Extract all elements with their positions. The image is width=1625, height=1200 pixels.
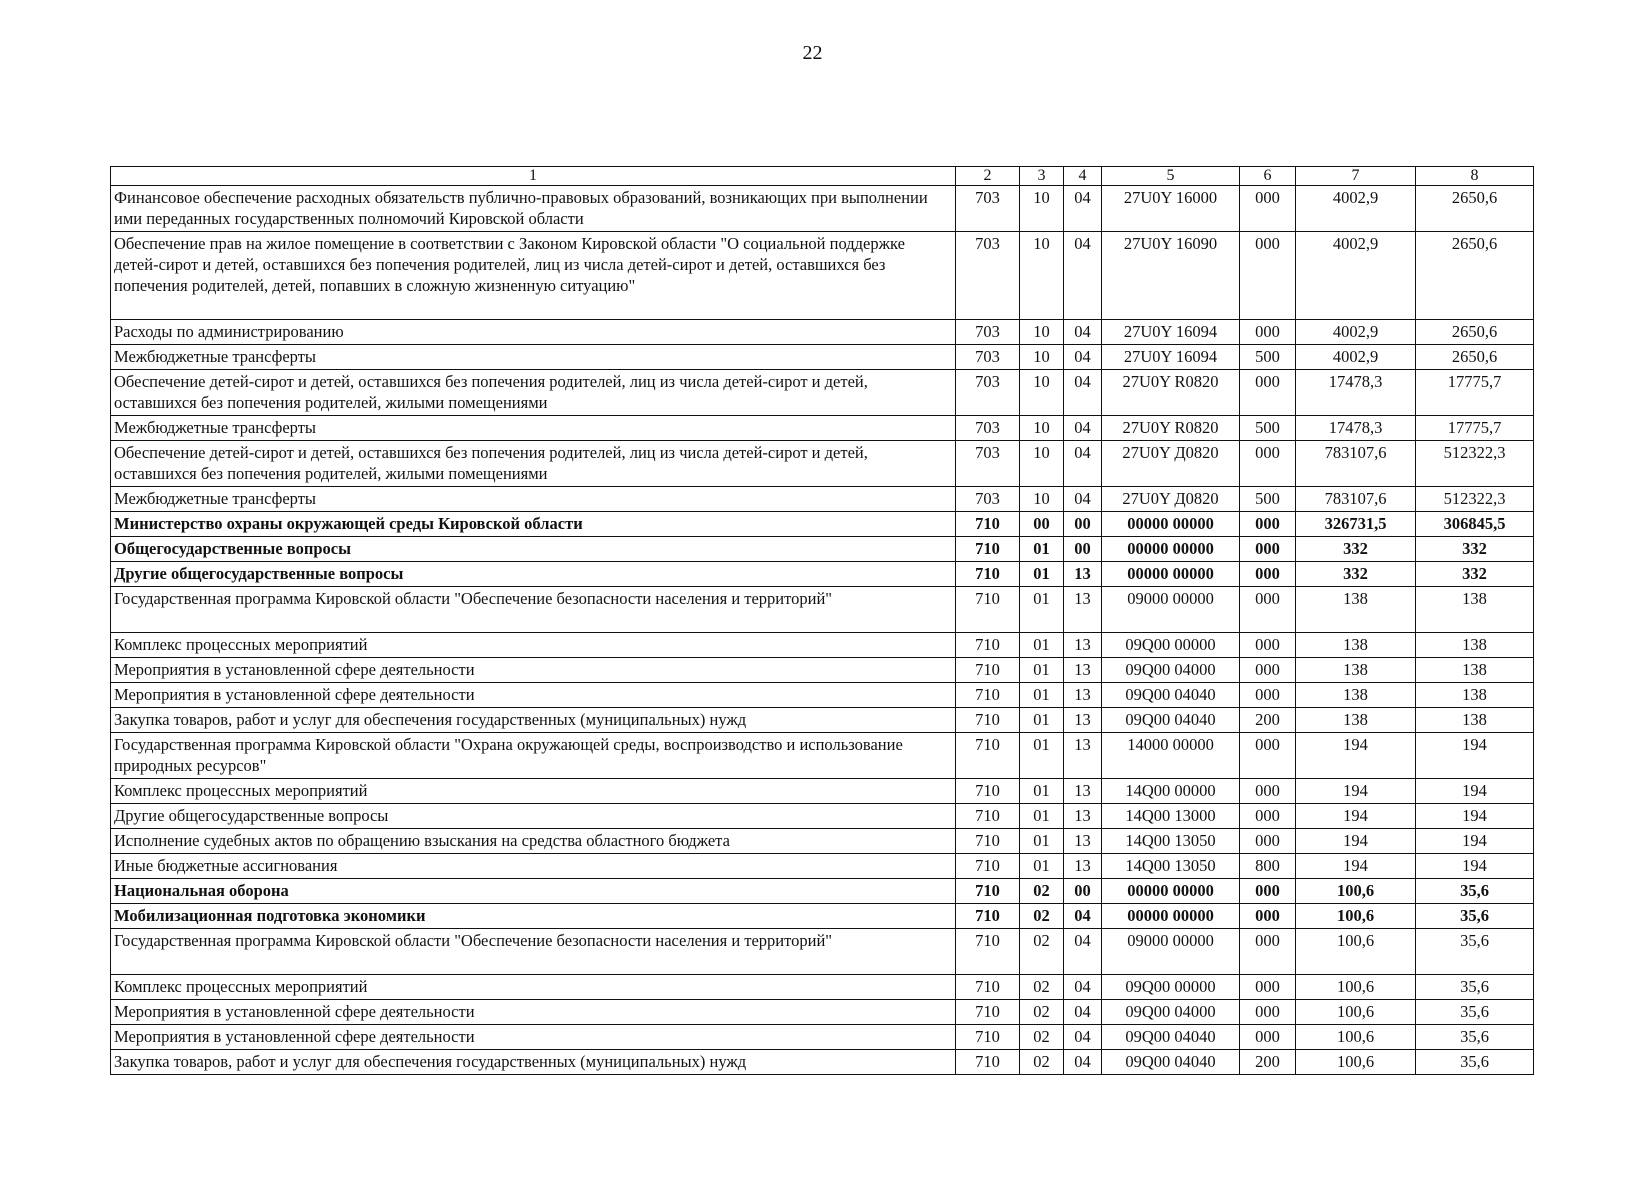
cell-amount-year1: 332 — [1296, 537, 1416, 562]
cell-name: Закупка товаров, работ и услуг для обеспечения государственных (муниципальных) нужд — [111, 708, 956, 733]
table-row — [111, 320, 1534, 345]
cell-target-article: 27U0Y 16090 — [1102, 232, 1240, 320]
cell-target-article: 09Q00 04000 — [1102, 1000, 1240, 1025]
cell-name: Межбюджетные трансферты — [111, 416, 956, 441]
cell-name: Общегосударственные вопросы — [111, 537, 956, 562]
cell-section: 10 — [1020, 416, 1064, 441]
table-row — [111, 487, 1534, 512]
cell-amount-year1: 17478,3 — [1296, 416, 1416, 441]
cell-admin-code: 710 — [956, 683, 1020, 708]
cell-section: 02 — [1020, 1025, 1064, 1050]
cell-name: Финансовое обеспечение расходных обязательств публично-правовых образований, возникающих при выполнении ими переданных государственных полномочий Кировской области — [111, 186, 956, 232]
table-row — [111, 587, 1534, 633]
cell-amount-year1: 138 — [1296, 658, 1416, 683]
cell-amount-year1: 138 — [1296, 708, 1416, 733]
table-row — [111, 441, 1534, 487]
cell-admin-code: 703 — [956, 416, 1020, 441]
cell-subsection: 04 — [1064, 1025, 1102, 1050]
cell-subsection: 04 — [1064, 904, 1102, 929]
cell-target-article: 09Q00 00000 — [1102, 975, 1240, 1000]
cell-amount-year1: 100,6 — [1296, 929, 1416, 975]
cell-subsection: 13 — [1064, 587, 1102, 633]
cell-name: Государственная программа Кировской области "Охрана окружающей среды, воспроизводство и использование природных ресурсов" — [111, 733, 956, 779]
cell-expense-type: 000 — [1240, 441, 1296, 487]
cell-section: 01 — [1020, 537, 1064, 562]
cell-amount-year1: 100,6 — [1296, 1000, 1416, 1025]
cell-amount-year2: 35,6 — [1416, 1050, 1534, 1075]
column-header: 3 — [1020, 167, 1064, 186]
cell-amount-year1: 4002,9 — [1296, 232, 1416, 320]
cell-target-article: 09000 00000 — [1102, 929, 1240, 975]
cell-target-article: 00000 00000 — [1102, 562, 1240, 587]
cell-subsection: 04 — [1064, 320, 1102, 345]
cell-name: Другие общегосударственные вопросы — [111, 562, 956, 587]
cell-subsection: 04 — [1064, 345, 1102, 370]
cell-amount-year1: 17478,3 — [1296, 370, 1416, 416]
cell-name: Закупка товаров, работ и услуг для обеспечения государственных (муниципальных) нужд — [111, 1050, 956, 1075]
cell-amount-year2: 2650,6 — [1416, 232, 1534, 320]
table-row — [111, 804, 1534, 829]
cell-subsection: 04 — [1064, 487, 1102, 512]
cell-admin-code: 710 — [956, 929, 1020, 975]
cell-amount-year2: 138 — [1416, 633, 1534, 658]
cell-amount-year2: 35,6 — [1416, 1025, 1534, 1050]
cell-admin-code: 710 — [956, 562, 1020, 587]
cell-expense-type: 800 — [1240, 854, 1296, 879]
cell-expense-type: 000 — [1240, 186, 1296, 232]
cell-subsection: 04 — [1064, 186, 1102, 232]
cell-name: Расходы по администрированию — [111, 320, 956, 345]
cell-amount-year2: 512322,3 — [1416, 441, 1534, 487]
cell-amount-year1: 194 — [1296, 733, 1416, 779]
cell-admin-code: 710 — [956, 708, 1020, 733]
table-row — [111, 683, 1534, 708]
cell-name: Другие общегосударственные вопросы — [111, 804, 956, 829]
cell-name: Комплекс процессных мероприятий — [111, 779, 956, 804]
cell-name: Обеспечение детей-сирот и детей, оставшихся без попечения родителей, лиц из числа детей-сирот и детей, оставшихся без попечения родителей, жилыми помещениями — [111, 441, 956, 487]
cell-name: Исполнение судебных актов по обращению взыскания на средства областного бюджета — [111, 829, 956, 854]
cell-name: Обеспечение прав на жилое помещение в соответствии с Законом Кировской области "О социальной поддержке детей-сирот и детей, оставшихся без попечения родителей, лиц из числа детей-сирот и детей, оставшихся без попечения родителей, детей, попавших в сложную жизненную ситуацию" — [111, 232, 956, 320]
cell-admin-code: 710 — [956, 658, 1020, 683]
column-header: 4 — [1064, 167, 1102, 186]
cell-amount-year1: 326731,5 — [1296, 512, 1416, 537]
cell-subsection: 00 — [1064, 537, 1102, 562]
cell-amount-year2: 194 — [1416, 779, 1534, 804]
cell-name: Национальная оборона — [111, 879, 956, 904]
cell-expense-type: 000 — [1240, 929, 1296, 975]
cell-admin-code: 703 — [956, 487, 1020, 512]
cell-amount-year2: 2650,6 — [1416, 320, 1534, 345]
cell-admin-code: 710 — [956, 1050, 1020, 1075]
cell-expense-type: 200 — [1240, 708, 1296, 733]
cell-section: 10 — [1020, 232, 1064, 320]
cell-subsection: 13 — [1064, 829, 1102, 854]
cell-target-article: 09000 00000 — [1102, 587, 1240, 633]
cell-amount-year2: 35,6 — [1416, 929, 1534, 975]
cell-admin-code: 710 — [956, 587, 1020, 633]
cell-admin-code: 703 — [956, 320, 1020, 345]
table-row — [111, 186, 1534, 232]
cell-amount-year2: 2650,6 — [1416, 345, 1534, 370]
header-row — [111, 167, 1534, 186]
cell-target-article: 09Q00 04000 — [1102, 658, 1240, 683]
cell-name: Мобилизационная подготовка экономики — [111, 904, 956, 929]
cell-expense-type: 000 — [1240, 370, 1296, 416]
column-header: 7 — [1296, 167, 1416, 186]
cell-expense-type: 000 — [1240, 829, 1296, 854]
cell-expense-type: 000 — [1240, 512, 1296, 537]
cell-amount-year2: 35,6 — [1416, 975, 1534, 1000]
table-row — [111, 779, 1534, 804]
cell-amount-year2: 138 — [1416, 587, 1534, 633]
cell-subsection: 04 — [1064, 1000, 1102, 1025]
cell-admin-code: 710 — [956, 1000, 1020, 1025]
cell-target-article: 14Q00 13050 — [1102, 854, 1240, 879]
cell-amount-year2: 194 — [1416, 829, 1534, 854]
cell-expense-type: 000 — [1240, 733, 1296, 779]
cell-admin-code: 710 — [956, 879, 1020, 904]
cell-amount-year1: 138 — [1296, 683, 1416, 708]
cell-subsection: 13 — [1064, 708, 1102, 733]
cell-name: Мероприятия в установленной сфере деятельности — [111, 683, 956, 708]
cell-expense-type: 000 — [1240, 537, 1296, 562]
cell-subsection: 13 — [1064, 733, 1102, 779]
cell-name: Министерство охраны окружающей среды Кировской области — [111, 512, 956, 537]
cell-expense-type: 000 — [1240, 587, 1296, 633]
cell-section: 01 — [1020, 829, 1064, 854]
cell-amount-year2: 17775,7 — [1416, 416, 1534, 441]
table-row — [111, 370, 1534, 416]
cell-subsection: 00 — [1064, 879, 1102, 904]
cell-name: Государственная программа Кировской области "Обеспечение безопасности населения и территорий" — [111, 587, 956, 633]
cell-section: 01 — [1020, 658, 1064, 683]
cell-name: Комплекс процессных мероприятий — [111, 975, 956, 1000]
cell-subsection: 04 — [1064, 1050, 1102, 1075]
cell-amount-year2: 512322,3 — [1416, 487, 1534, 512]
cell-subsection: 13 — [1064, 658, 1102, 683]
cell-subsection: 04 — [1064, 370, 1102, 416]
cell-section: 10 — [1020, 345, 1064, 370]
cell-name: Мероприятия в установленной сфере деятельности — [111, 658, 956, 683]
table-row — [111, 733, 1534, 779]
cell-amount-year1: 138 — [1296, 633, 1416, 658]
cell-expense-type: 000 — [1240, 975, 1296, 1000]
cell-admin-code: 703 — [956, 441, 1020, 487]
cell-section: 01 — [1020, 854, 1064, 879]
table-body — [111, 186, 1534, 1075]
cell-section: 10 — [1020, 487, 1064, 512]
cell-amount-year1: 100,6 — [1296, 1050, 1416, 1075]
cell-admin-code: 710 — [956, 975, 1020, 1000]
cell-section: 10 — [1020, 370, 1064, 416]
table-row — [111, 537, 1534, 562]
table-row — [111, 633, 1534, 658]
cell-amount-year2: 17775,7 — [1416, 370, 1534, 416]
cell-expense-type: 000 — [1240, 633, 1296, 658]
cell-section: 02 — [1020, 1050, 1064, 1075]
cell-amount-year1: 4002,9 — [1296, 320, 1416, 345]
cell-admin-code: 710 — [956, 733, 1020, 779]
cell-name: Комплекс процессных мероприятий — [111, 633, 956, 658]
cell-subsection: 13 — [1064, 633, 1102, 658]
cell-name: Государственная программа Кировской области "Обеспечение безопасности населения и территорий" — [111, 929, 956, 975]
cell-amount-year2: 35,6 — [1416, 879, 1534, 904]
cell-section: 02 — [1020, 929, 1064, 975]
cell-amount-year1: 194 — [1296, 804, 1416, 829]
cell-subsection: 04 — [1064, 416, 1102, 441]
cell-section: 01 — [1020, 733, 1064, 779]
cell-admin-code: 710 — [956, 633, 1020, 658]
cell-expense-type: 000 — [1240, 562, 1296, 587]
cell-expense-type: 000 — [1240, 804, 1296, 829]
cell-expense-type: 500 — [1240, 416, 1296, 441]
table-row — [111, 879, 1534, 904]
cell-amount-year1: 194 — [1296, 854, 1416, 879]
cell-amount-year2: 138 — [1416, 683, 1534, 708]
cell-expense-type: 000 — [1240, 683, 1296, 708]
cell-admin-code: 703 — [956, 232, 1020, 320]
cell-expense-type: 000 — [1240, 1000, 1296, 1025]
cell-amount-year1: 100,6 — [1296, 904, 1416, 929]
cell-expense-type: 000 — [1240, 879, 1296, 904]
cell-subsection: 04 — [1064, 975, 1102, 1000]
cell-name: Мероприятия в установленной сфере деятельности — [111, 1000, 956, 1025]
cell-expense-type: 000 — [1240, 904, 1296, 929]
cell-amount-year2: 35,6 — [1416, 1000, 1534, 1025]
table-row — [111, 904, 1534, 929]
cell-name: Мероприятия в установленной сфере деятельности — [111, 1025, 956, 1050]
cell-amount-year2: 194 — [1416, 854, 1534, 879]
cell-section: 02 — [1020, 879, 1064, 904]
table-row — [111, 829, 1534, 854]
cell-expense-type: 000 — [1240, 320, 1296, 345]
cell-target-article: 00000 00000 — [1102, 879, 1240, 904]
cell-expense-type: 500 — [1240, 345, 1296, 370]
column-header: 6 — [1240, 167, 1296, 186]
cell-subsection: 13 — [1064, 804, 1102, 829]
cell-target-article: 00000 00000 — [1102, 512, 1240, 537]
cell-admin-code: 703 — [956, 370, 1020, 416]
cell-amount-year2: 306845,5 — [1416, 512, 1534, 537]
cell-name: Обеспечение детей-сирот и детей, оставшихся без попечения родителей, лиц из числа детей-сирот и детей, оставшихся без попечения родителей, жилыми помещениями — [111, 370, 956, 416]
cell-target-article: 00000 00000 — [1102, 904, 1240, 929]
cell-amount-year1: 100,6 — [1296, 879, 1416, 904]
cell-subsection: 13 — [1064, 854, 1102, 879]
cell-target-article: 09Q00 04040 — [1102, 683, 1240, 708]
cell-expense-type: 000 — [1240, 1025, 1296, 1050]
cell-section: 02 — [1020, 904, 1064, 929]
cell-amount-year2: 332 — [1416, 562, 1534, 587]
cell-amount-year2: 138 — [1416, 708, 1534, 733]
cell-amount-year2: 332 — [1416, 537, 1534, 562]
cell-amount-year1: 783107,6 — [1296, 441, 1416, 487]
column-header: 2 — [956, 167, 1020, 186]
cell-section: 01 — [1020, 708, 1064, 733]
cell-target-article: 14Q00 13000 — [1102, 804, 1240, 829]
table-row — [111, 1025, 1534, 1050]
cell-admin-code: 710 — [956, 829, 1020, 854]
cell-amount-year1: 100,6 — [1296, 1025, 1416, 1050]
cell-amount-year1: 332 — [1296, 562, 1416, 587]
table-row — [111, 708, 1534, 733]
cell-amount-year1: 194 — [1296, 779, 1416, 804]
cell-admin-code: 710 — [956, 804, 1020, 829]
cell-amount-year1: 4002,9 — [1296, 345, 1416, 370]
table-row — [111, 416, 1534, 441]
cell-target-article: 27U0Y 16094 — [1102, 320, 1240, 345]
cell-amount-year2: 194 — [1416, 733, 1534, 779]
cell-admin-code: 710 — [956, 537, 1020, 562]
cell-amount-year2: 194 — [1416, 804, 1534, 829]
cell-section: 10 — [1020, 320, 1064, 345]
table-row — [111, 232, 1534, 320]
table-row — [111, 658, 1534, 683]
cell-section: 01 — [1020, 562, 1064, 587]
table-row — [111, 975, 1534, 1000]
cell-amount-year2: 138 — [1416, 658, 1534, 683]
cell-subsection: 00 — [1064, 512, 1102, 537]
cell-name: Межбюджетные трансферты — [111, 487, 956, 512]
cell-section: 01 — [1020, 779, 1064, 804]
cell-target-article: 09Q00 04040 — [1102, 1025, 1240, 1050]
table-row — [111, 1000, 1534, 1025]
cell-target-article: 14Q00 00000 — [1102, 779, 1240, 804]
cell-section: 01 — [1020, 633, 1064, 658]
cell-target-article: 27U0Y Д0820 — [1102, 441, 1240, 487]
cell-subsection: 04 — [1064, 232, 1102, 320]
cell-target-article: 09Q00 00000 — [1102, 633, 1240, 658]
table-row — [111, 1050, 1534, 1075]
table-row — [111, 512, 1534, 537]
cell-admin-code: 703 — [956, 186, 1020, 232]
cell-target-article: 27U0Y R0820 — [1102, 370, 1240, 416]
cell-admin-code: 710 — [956, 779, 1020, 804]
cell-target-article: 09Q00 04040 — [1102, 1050, 1240, 1075]
cell-section: 10 — [1020, 186, 1064, 232]
cell-admin-code: 710 — [956, 1025, 1020, 1050]
table-row — [111, 929, 1534, 975]
cell-expense-type: 500 — [1240, 487, 1296, 512]
cell-expense-type: 000 — [1240, 779, 1296, 804]
cell-section: 10 — [1020, 441, 1064, 487]
cell-target-article: 14Q00 13050 — [1102, 829, 1240, 854]
cell-section: 01 — [1020, 587, 1064, 633]
cell-amount-year2: 2650,6 — [1416, 186, 1534, 232]
table-row — [111, 854, 1534, 879]
cell-amount-year1: 138 — [1296, 587, 1416, 633]
budget-table — [110, 166, 1534, 1075]
cell-amount-year1: 4002,9 — [1296, 186, 1416, 232]
cell-expense-type: 000 — [1240, 232, 1296, 320]
cell-target-article: 00000 00000 — [1102, 537, 1240, 562]
cell-section: 02 — [1020, 975, 1064, 1000]
cell-amount-year1: 783107,6 — [1296, 487, 1416, 512]
cell-name: Иные бюджетные ассигнования — [111, 854, 956, 879]
page-number: 22 — [802, 42, 823, 64]
cell-subsection: 04 — [1064, 929, 1102, 975]
cell-expense-type: 000 — [1240, 658, 1296, 683]
table-row — [111, 562, 1534, 587]
cell-target-article: 09Q00 04040 — [1102, 708, 1240, 733]
cell-amount-year1: 100,6 — [1296, 975, 1416, 1000]
cell-admin-code: 710 — [956, 512, 1020, 537]
cell-target-article: 14000 00000 — [1102, 733, 1240, 779]
cell-target-article: 27U0Y R0820 — [1102, 416, 1240, 441]
table-row — [111, 345, 1534, 370]
cell-admin-code: 710 — [956, 904, 1020, 929]
cell-amount-year1: 194 — [1296, 829, 1416, 854]
column-header: 8 — [1416, 167, 1534, 186]
cell-section: 01 — [1020, 683, 1064, 708]
cell-target-article: 27U0Y Д0820 — [1102, 487, 1240, 512]
cell-section: 00 — [1020, 512, 1064, 537]
cell-subsection: 13 — [1064, 683, 1102, 708]
cell-section: 01 — [1020, 804, 1064, 829]
cell-expense-type: 200 — [1240, 1050, 1296, 1075]
cell-section: 02 — [1020, 1000, 1064, 1025]
cell-admin-code: 710 — [956, 854, 1020, 879]
cell-admin-code: 703 — [956, 345, 1020, 370]
cell-subsection: 04 — [1064, 441, 1102, 487]
cell-name: Межбюджетные трансферты — [111, 345, 956, 370]
column-header: 5 — [1102, 167, 1240, 186]
cell-target-article: 27U0Y 16094 — [1102, 345, 1240, 370]
cell-amount-year2: 35,6 — [1416, 904, 1534, 929]
cell-target-article: 27U0Y 16000 — [1102, 186, 1240, 232]
cell-subsection: 13 — [1064, 562, 1102, 587]
column-header: 1 — [111, 167, 956, 186]
cell-subsection: 13 — [1064, 779, 1102, 804]
